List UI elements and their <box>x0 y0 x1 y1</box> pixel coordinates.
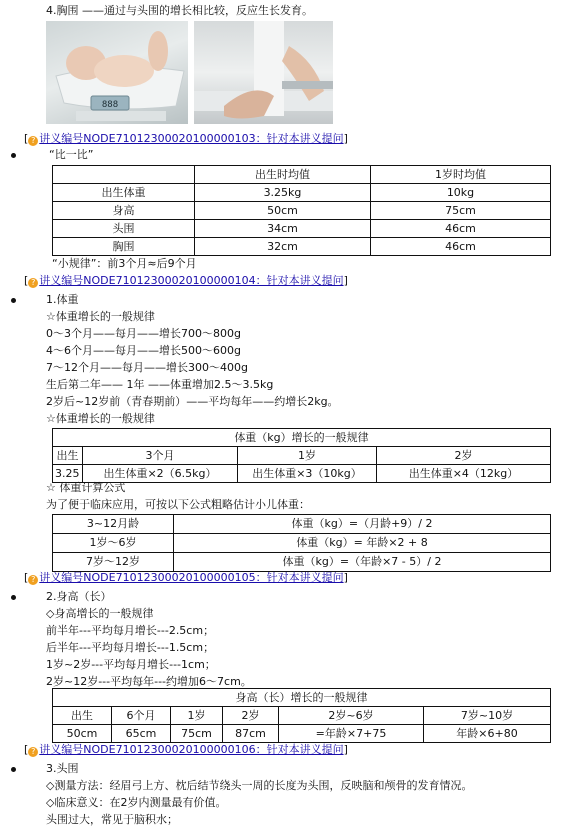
table-header: 2岁 <box>377 447 551 465</box>
weight-rule-line: 生后第二年—— 1年 ——体重增加2.5～3.5kg <box>46 378 274 391</box>
height-rule-line: 2岁~12岁---平均每年---约增加6～7cm。 <box>46 675 252 688</box>
table-cell: 65cm <box>112 725 171 743</box>
bullet-icon <box>11 298 16 303</box>
table-cell: 50cm <box>53 725 112 743</box>
weight-title: 1.体重 <box>46 293 79 306</box>
table-header: 2岁~6岁 <box>279 707 424 725</box>
lecture-question-link[interactable]: 讲义编号NODE71012300020100000105：针对本讲义提问 <box>39 571 344 584</box>
table-cell: 出生体重×2（6.5kg） <box>83 465 238 483</box>
table-cell: 7岁～12岁 <box>53 553 174 572</box>
question-link-row: [ ? 讲义编号NODE71012300020100000103：针对本讲义提问] <box>24 132 348 145</box>
lecture-question-link[interactable]: 讲义编号NODE71012300020100000103：针对本讲义提问 <box>39 132 344 145</box>
weight-growth-table <box>52 428 551 483</box>
table-cell: 32cm <box>195 238 371 256</box>
question-icon: ? <box>28 575 38 585</box>
table-cell: 胸围 <box>53 238 195 256</box>
height-rule-line: 后半年---平均每月增长---1.5cm； <box>46 641 215 654</box>
table-cell: 头围 <box>53 220 195 238</box>
table-cell: 体重（kg）=（月龄+9）/ 2 <box>174 515 551 534</box>
table-header: 1岁 <box>238 447 377 465</box>
section-heading-chest: 4.胸围 ——通过与头围的增长相比较，反应生长发育。 <box>46 4 313 17</box>
question-link-row: [ ? 讲义编号NODE71012300020100000105：针对本讲义提问] <box>24 571 348 584</box>
table-cell: 3~12月龄 <box>53 515 174 534</box>
table-header: 1岁 <box>171 707 223 725</box>
svg-text:888: 888 <box>101 100 119 110</box>
head-line: 头围过大，常见于脑积水； <box>46 813 178 826</box>
table-cell: 3.25kg <box>195 184 371 202</box>
table-cell: 75cm <box>171 725 223 743</box>
lecture-question-link[interactable]: 讲义编号NODE71012300020100000104：针对本讲义提问 <box>39 274 344 287</box>
question-link-row: [ ? 讲义编号NODE71012300020100000106：针对本讲义提问] <box>24 743 348 756</box>
height-rule-title: ◇身高增长的一般规律 <box>46 607 154 620</box>
table-header: 出生 <box>53 707 112 725</box>
table-cell: 出生体重 <box>53 184 195 202</box>
height-growth-table <box>52 688 551 743</box>
table-cell: 体重（kg）= 年龄×2 + 8 <box>174 534 551 553</box>
table-header: 出生时均值 <box>195 166 371 184</box>
table-cell: 87cm <box>223 725 279 743</box>
table-cell: 75cm <box>371 202 551 220</box>
weight-rule-line: ☆体重增长的一般规律 <box>46 412 155 425</box>
bullet-icon <box>11 595 16 600</box>
table-header: 2岁 <box>223 707 279 725</box>
table-cell: 34cm <box>195 220 371 238</box>
weight-rule-title: ☆体重增长的一般规律 <box>46 310 155 323</box>
weight-rule-line: 7～12个月——每月——增长300～400g <box>46 361 248 374</box>
table-cell: 50cm <box>195 202 371 220</box>
table-header: 7岁~10岁 <box>424 707 551 725</box>
table-header: 6个月 <box>112 707 171 725</box>
table-header: 1岁时均值 <box>371 166 551 184</box>
table-cell: 10kg <box>371 184 551 202</box>
question-link-row: [ ? 讲义编号NODE71012300020100000104：针对本讲义提问] <box>24 274 348 287</box>
table-cell: 46cm <box>371 220 551 238</box>
table-cell: 出生体重×3（10kg） <box>238 465 377 483</box>
table-cell: 46cm <box>371 238 551 256</box>
table-cell: =年龄×7+75 <box>279 725 424 743</box>
table-cell: 年龄×6+80 <box>424 725 551 743</box>
infant-measuring-photo <box>194 21 333 124</box>
lecture-question-link[interactable]: 讲义编号NODE71012300020100000106：针对本讲义提问 <box>39 743 344 756</box>
table-title: 身高（长）增长的一般规律 <box>53 689 551 707</box>
compare-title: “比一比” <box>49 148 94 161</box>
bullet-icon <box>11 767 16 772</box>
table-title: 体重（kg）增长的一般规律 <box>53 429 551 447</box>
bullet-icon <box>11 153 16 158</box>
table-cell: 体重（kg）=（年龄×7 - 5）/ 2 <box>174 553 551 572</box>
height-rule-line: 1岁~2岁---平均每月增长---1cm； <box>46 658 216 671</box>
head-line: ◇测量方法：经眉弓上方、枕后结节绕头一周的长度为头围，反映脑和颅骨的发育情况。 <box>46 779 473 792</box>
weight-rule-line: 4～6个月——每月——增长500～600g <box>46 344 241 357</box>
head-title: 3.头围 <box>46 762 79 775</box>
weight-rule-line: 2岁后~12岁前（青春期前）——平均每年——约增长2kg。 <box>46 395 339 408</box>
table-cell: 1岁～6岁 <box>53 534 174 553</box>
table-cell: 身高 <box>53 202 195 220</box>
weight-formula-table <box>52 514 551 572</box>
question-icon: ? <box>28 278 38 288</box>
weight-rule-line: 0～3个月——每月——增长700～800g <box>46 327 241 340</box>
formula-title: ☆ 体重计算公式 <box>46 481 126 494</box>
table-cell: 3.25 <box>53 465 83 483</box>
table-header: 3个月 <box>83 447 238 465</box>
height-title: 2.身高（长） <box>46 590 112 603</box>
head-line: ◇临床意义：在2岁内测量最有价值。 <box>46 796 227 809</box>
compare-table <box>52 165 551 256</box>
formula-intro: 为了便于临床应用，可按以下公式粗略估计小儿体重： <box>46 498 310 511</box>
table-cell: 出生体重×4（12kg） <box>377 465 551 483</box>
table-header <box>53 166 195 184</box>
table-header: 出生 <box>53 447 83 465</box>
height-rule-line: 前半年---平均每月增长---2.5cm； <box>46 624 215 637</box>
question-icon: ? <box>28 747 38 757</box>
compare-note: “小规律”：前3个月≈后9个月 <box>52 257 197 270</box>
baby-scale-photo <box>46 21 188 124</box>
question-icon: ? <box>28 136 38 146</box>
